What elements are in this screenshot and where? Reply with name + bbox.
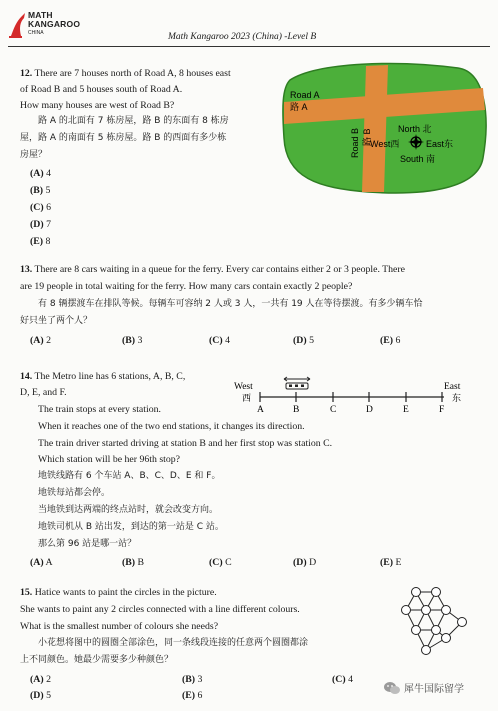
- q14-en-6: Which station will be her 96th stop?: [38, 454, 181, 465]
- q14-en-3: The train stops at every station.: [38, 404, 161, 415]
- q15-option-e[interactable]: (E) 6: [182, 690, 203, 701]
- q15-circle-graph: [396, 584, 472, 662]
- watermark: [384, 680, 464, 695]
- logo-line-3: CHINA: [28, 30, 44, 36]
- q14-cn-5: 那么第 96 站是哪一站？: [38, 539, 137, 549]
- q15-number: 15.: [20, 587, 33, 598]
- q15-option-a[interactable]: (A) 2: [30, 674, 51, 685]
- q12-option-d[interactable]: (D) 7: [30, 219, 51, 230]
- q14-option-b[interactable]: (B) B: [122, 557, 145, 568]
- east-label: East东: [426, 139, 454, 149]
- graph-node: [432, 626, 441, 635]
- east-cn-label: 东: [452, 394, 462, 404]
- q13-cn-1: 有 8 辆摆渡车在排队等候。每辆车可容纳 2 人或 3 人，一共有 19 人在等待摆渡。有多少辆车恰: [38, 299, 423, 309]
- south-label: South 南: [400, 154, 436, 164]
- q15-option-b[interactable]: (B) 3: [182, 674, 203, 685]
- graph-node: [442, 634, 451, 643]
- q12-option-c[interactable]: (C) 6: [30, 202, 51, 213]
- q14-option-d[interactable]: (D) D: [293, 557, 317, 568]
- q14-en-2: D, E, and F.: [20, 387, 67, 398]
- q15-en-3: What is the smallest number of colours she needs?: [20, 621, 219, 632]
- q12-number: 12.: [20, 68, 33, 79]
- q14-en-1: The Metro line has 6 stations, A, B, C,: [34, 371, 186, 382]
- q14-option-a[interactable]: (A) A: [30, 557, 53, 568]
- station-label: A: [257, 405, 264, 414]
- q12-option-e[interactable]: (E) 8: [30, 236, 51, 247]
- q13-option-a[interactable]: (A) 2: [30, 335, 51, 346]
- kangaroo-logo-icon: [8, 10, 28, 40]
- q15-cn-2: 上不同颜色。她最少需要多少种颜色？: [20, 655, 174, 665]
- q13-en-2: are 19 people in total waiting for the ferry. How many cars contain exactly 2 people?: [20, 281, 353, 292]
- q14-metro-diagram: [232, 372, 490, 414]
- q14-option-c[interactable]: (C) C: [209, 557, 232, 568]
- east-label: East: [444, 382, 461, 392]
- q14-en-4: When it reaches one of the two end stations, it changes its direction.: [38, 421, 305, 432]
- q12-en-3: How many houses are west of Road B?: [20, 100, 175, 111]
- road-a-cn-label: 路 A: [290, 102, 308, 112]
- graph-node: [458, 618, 467, 627]
- q13-option-c[interactable]: (C) 4: [209, 335, 230, 346]
- q12-en-1: There are 7 houses north of Road A, 8 houses east: [34, 68, 231, 79]
- page-header-title: Math Kangaroo 2023 (China) -Level B: [168, 32, 317, 42]
- station-label: E: [403, 405, 409, 414]
- station-label: D: [366, 405, 373, 414]
- station-label: C: [330, 405, 337, 414]
- q12-cn-2: 屋，路 A 的南面有 5 栋房屋。路 B 的西面有多少栋: [20, 133, 227, 143]
- train-icon: [284, 377, 310, 389]
- graph-node: [432, 588, 441, 597]
- header-divider: [8, 46, 490, 47]
- west-label: West西: [370, 139, 400, 149]
- q15-cn-1: 小花想将图中的圆圈全部涂色，同一条线段连接的任意两个圆圈都涂: [38, 638, 309, 648]
- q14-option-e[interactable]: (E) E: [380, 557, 402, 568]
- station-label: B: [293, 405, 300, 414]
- math-kangaroo-logo: [8, 6, 88, 40]
- west-label: West: [234, 382, 253, 392]
- road-b-label: Road B: [350, 127, 360, 158]
- graph-node: [412, 588, 421, 597]
- q15-line-1: [20, 585, 217, 601]
- q12-option-a[interactable]: (A) 4: [30, 168, 51, 179]
- q15-option-c[interactable]: (C) 4: [332, 674, 353, 685]
- q12-option-b[interactable]: (B) 5: [30, 185, 51, 196]
- q13-option-b[interactable]: (B) 3: [122, 335, 143, 346]
- q12-cn-3: 房屋？: [20, 150, 48, 160]
- q13-number: 13.: [20, 264, 33, 275]
- watermark-text: 犀牛国际留学: [404, 684, 464, 695]
- station-label: F: [439, 405, 445, 414]
- west-cn-label: 西: [242, 394, 252, 404]
- q12-road-map: [278, 58, 490, 200]
- graph-node: [422, 646, 431, 655]
- graph-node: [442, 606, 451, 615]
- graph-node: [422, 606, 431, 615]
- q14-en-5: The train driver started driving at station B and her first stop was station C.: [38, 438, 333, 449]
- logo-line-2: KANGAROO: [28, 19, 81, 29]
- q12-line-1: [20, 66, 231, 82]
- q13-option-e[interactable]: (E) 6: [380, 335, 401, 346]
- q13-cn-2: 好只坐了两个人？: [20, 316, 93, 326]
- q15-en-2: She wants to paint any 2 circles connected with a line different colours.: [20, 604, 300, 615]
- graph-node: [412, 626, 421, 635]
- q13-line-1: [20, 262, 405, 278]
- q14-cn-2: 地铁每站都会停。: [38, 488, 111, 498]
- q14-line-1: [20, 369, 185, 385]
- q13-option-d[interactable]: (D) 5: [293, 335, 314, 346]
- road-a-label: Road A: [290, 90, 320, 100]
- q12-en-2: of Road B and 5 houses south of Road A.: [20, 84, 183, 95]
- q12-cn-1: 路 A 的北面有 7 栋房屋，路 B 的东面有 8 栋房: [38, 116, 229, 126]
- q14-cn-4: 地铁司机从 B 站出发，到达的第一站是 C 站。: [38, 522, 224, 532]
- q14-cn-3: 当地铁到达两端的终点站时，就会改变方向。: [38, 505, 219, 515]
- north-label: North 北: [398, 124, 432, 134]
- q13-en-1: There are 8 cars waiting in a queue for the ferry. Every car contains either 2 or 3 people. There: [34, 264, 406, 275]
- graph-node: [402, 606, 411, 615]
- q14-cn-1: 地铁线路有 6 个车站 A、B、C、D、E 和 F。: [38, 471, 221, 481]
- q15-en-1: Hatice wants to paint the circles in the picture.: [34, 587, 217, 598]
- q15-option-d[interactable]: (D) 5: [30, 690, 51, 701]
- road-b-cn-label: 路 B: [362, 128, 372, 146]
- wechat-icon: [384, 681, 400, 695]
- logo-line-1: MATH: [28, 10, 53, 20]
- q14-number: 14.: [20, 371, 33, 382]
